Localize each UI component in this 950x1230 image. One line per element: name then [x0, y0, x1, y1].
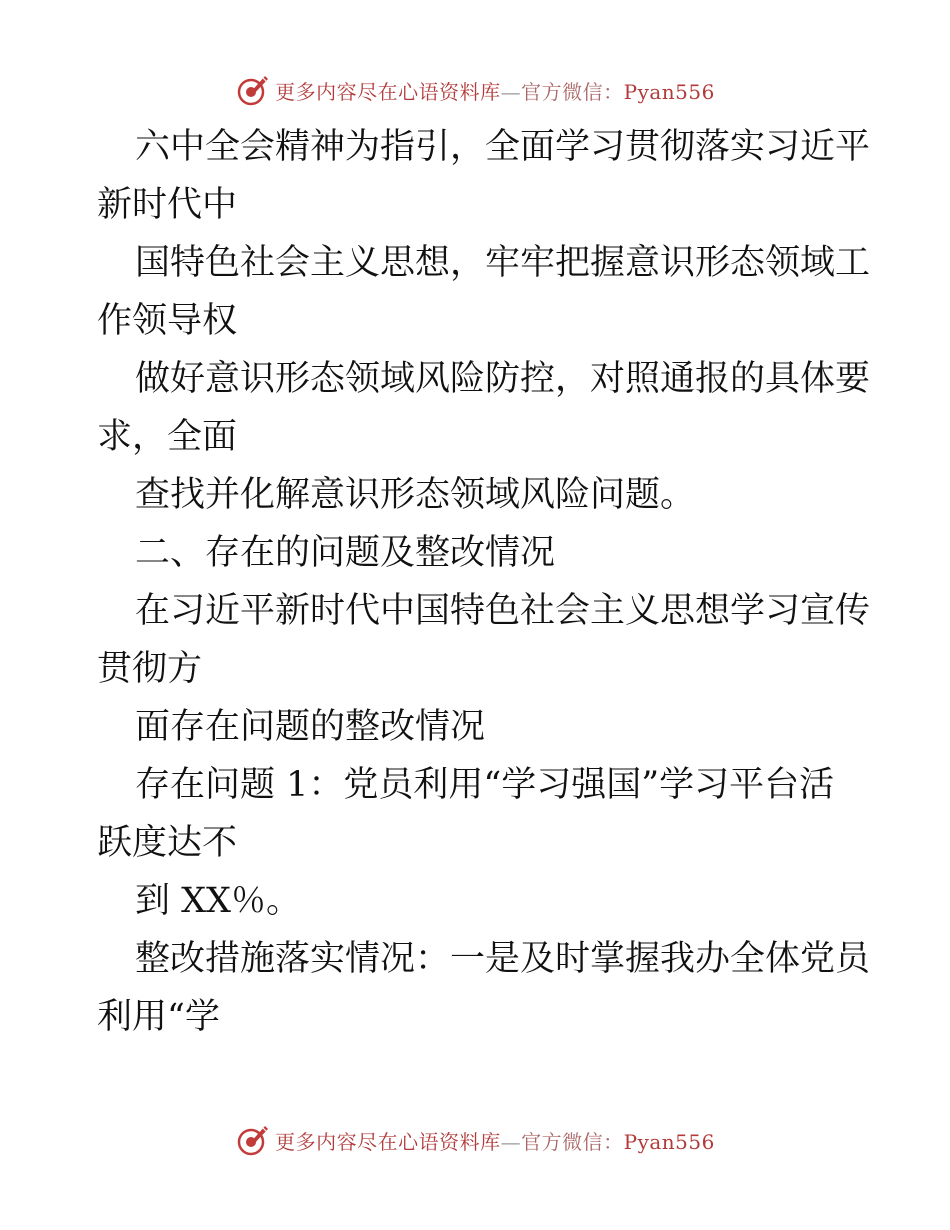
- text-line: 做好意识形态领域风险防控，对照通报的具体要: [135, 359, 871, 399]
- text-line: 存在问题 1：党员利用“学习强国”学习平台活: [135, 765, 835, 805]
- quill-pen-logo-icon: [235, 72, 271, 108]
- document-body: [0, 118, 950, 1046]
- watermark-wechat-id: Pyan556: [623, 1129, 715, 1154]
- watermark-main: 更多内容尽在心语资料库: [275, 79, 501, 104]
- text-line: 整改措施落实情况：一是及时掌握我办全体党员: [135, 939, 871, 979]
- text-line: 跃度达不: [97, 823, 238, 863]
- text-line: 六中全会精神为指引，全面学习贯彻落实习近平: [135, 127, 871, 167]
- watermark-separator: —: [500, 1129, 522, 1154]
- watermark-main: 更多内容尽在心语资料库: [275, 1129, 501, 1154]
- text-line: 面存在问题的整改情况: [135, 707, 486, 747]
- watermark-text: [275, 1126, 715, 1155]
- header-watermark: [0, 70, 950, 110]
- watermark-official: 官方微信：: [521, 1129, 624, 1154]
- quill-pen-logo-icon: [235, 1122, 271, 1158]
- watermark-separator: —: [500, 79, 522, 104]
- text-line: 查找并化解意识形态领域风险问题。: [135, 475, 696, 515]
- text-line: 贯彻方: [97, 649, 203, 689]
- text-line: 求，全面: [97, 417, 238, 457]
- watermark-wechat-id: Pyan556: [623, 79, 715, 104]
- text-line: 到 XX％。: [135, 881, 301, 921]
- watermark-text: [275, 76, 715, 105]
- watermark-official: 官方微信：: [521, 79, 624, 104]
- text-line: 利用“学: [97, 997, 220, 1037]
- text-line: 作领导权: [97, 301, 238, 341]
- text-line: 在习近平新时代中国特色社会主义思想学习宣传: [135, 591, 871, 631]
- text-line: 国特色社会主义思想，牢牢把握意识形态领域工: [135, 243, 871, 283]
- text-line: 新时代中: [97, 185, 238, 225]
- section-heading: 二、存在的问题及整改情况: [135, 533, 556, 573]
- footer-watermark: [0, 1120, 950, 1160]
